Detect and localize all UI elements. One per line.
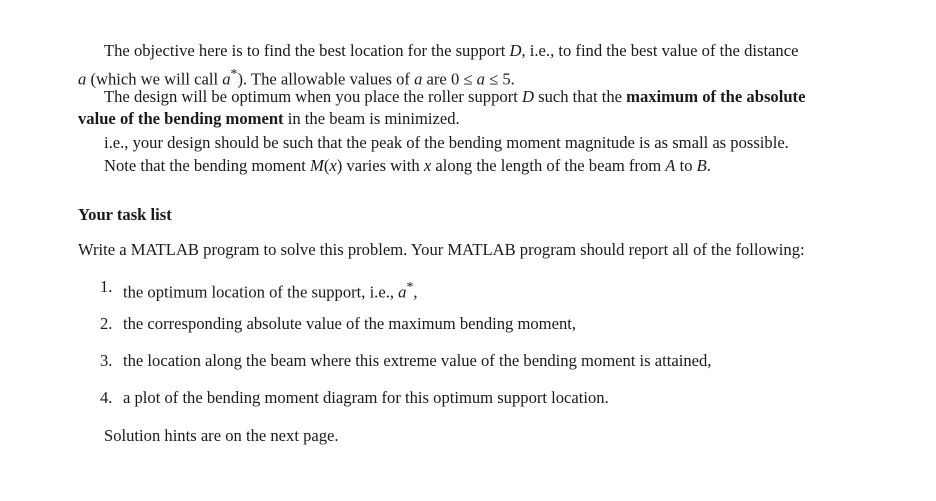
superscript: * <box>406 279 414 294</box>
math-var: a <box>222 69 231 89</box>
math-var: a <box>398 282 407 302</box>
math-var: a <box>78 69 87 89</box>
text: along the length of the beam from <box>431 156 666 175</box>
text: (which we will call <box>86 69 223 89</box>
task-intro: Write a MATLAB program to solve this problem. Your MATLAB program should report all of the following: <box>78 240 805 259</box>
text: , <box>413 282 418 302</box>
paragraph2-line2 <box>78 108 460 130</box>
math-var: B <box>696 156 707 175</box>
math-var: a <box>414 69 423 89</box>
text: The design will be optimum when you place the roller support <box>104 87 522 106</box>
text: ≤ 5. <box>484 69 515 89</box>
math-var: D <box>509 41 522 60</box>
text: Note that the bending moment <box>104 156 310 175</box>
paragraph2-line1 <box>104 86 805 108</box>
text: ). The allowable values of <box>237 69 415 89</box>
bold-text: value of the bending moment <box>78 109 284 128</box>
math-var: x <box>423 156 432 175</box>
list-item: the corresponding absolute value of the maximum bending moment, <box>123 314 576 333</box>
task-heading: Your task list <box>78 205 172 224</box>
math-var: D <box>521 87 534 106</box>
text: ( <box>323 156 330 175</box>
text: in the beam is minimized. <box>283 109 460 128</box>
math-var: M <box>310 156 324 175</box>
list-item: a plot of the bending moment diagram for this optimum support location. <box>123 388 609 407</box>
math-var: a <box>476 69 485 89</box>
paragraph2-line3: i.e., your design should be such that the peak of the bending moment magnitude is as small as possible. <box>104 133 789 152</box>
text: such that the <box>533 87 627 106</box>
text: The objective here is to find the best location for the support <box>104 41 510 60</box>
math-var: A <box>665 156 676 175</box>
bold-text: maximum of the absolute <box>626 87 806 106</box>
superscript: * <box>230 66 238 81</box>
list-item-number: 1. <box>100 277 113 296</box>
text: to <box>675 156 697 175</box>
list-item-number: 4. <box>100 388 113 407</box>
list-item <box>123 276 418 304</box>
paragraph2-line4 <box>104 155 711 177</box>
solution-hint: Solution hints are on the next page. <box>104 426 339 445</box>
text: ) varies with <box>336 156 424 175</box>
text: the optimum location of the support, i.e., <box>123 282 399 302</box>
paragraph1-line1 <box>104 40 798 62</box>
math-var: x <box>329 156 337 175</box>
text: . <box>706 156 711 175</box>
list-item: the location along the beam where this extreme value of the bending moment is attained, <box>123 351 712 370</box>
list-item-number: 3. <box>100 351 113 370</box>
text: , i.e., to find the best value of the distance <box>521 41 799 60</box>
list-item-number: 2. <box>100 314 113 333</box>
text: are 0 ≤ <box>422 69 477 89</box>
